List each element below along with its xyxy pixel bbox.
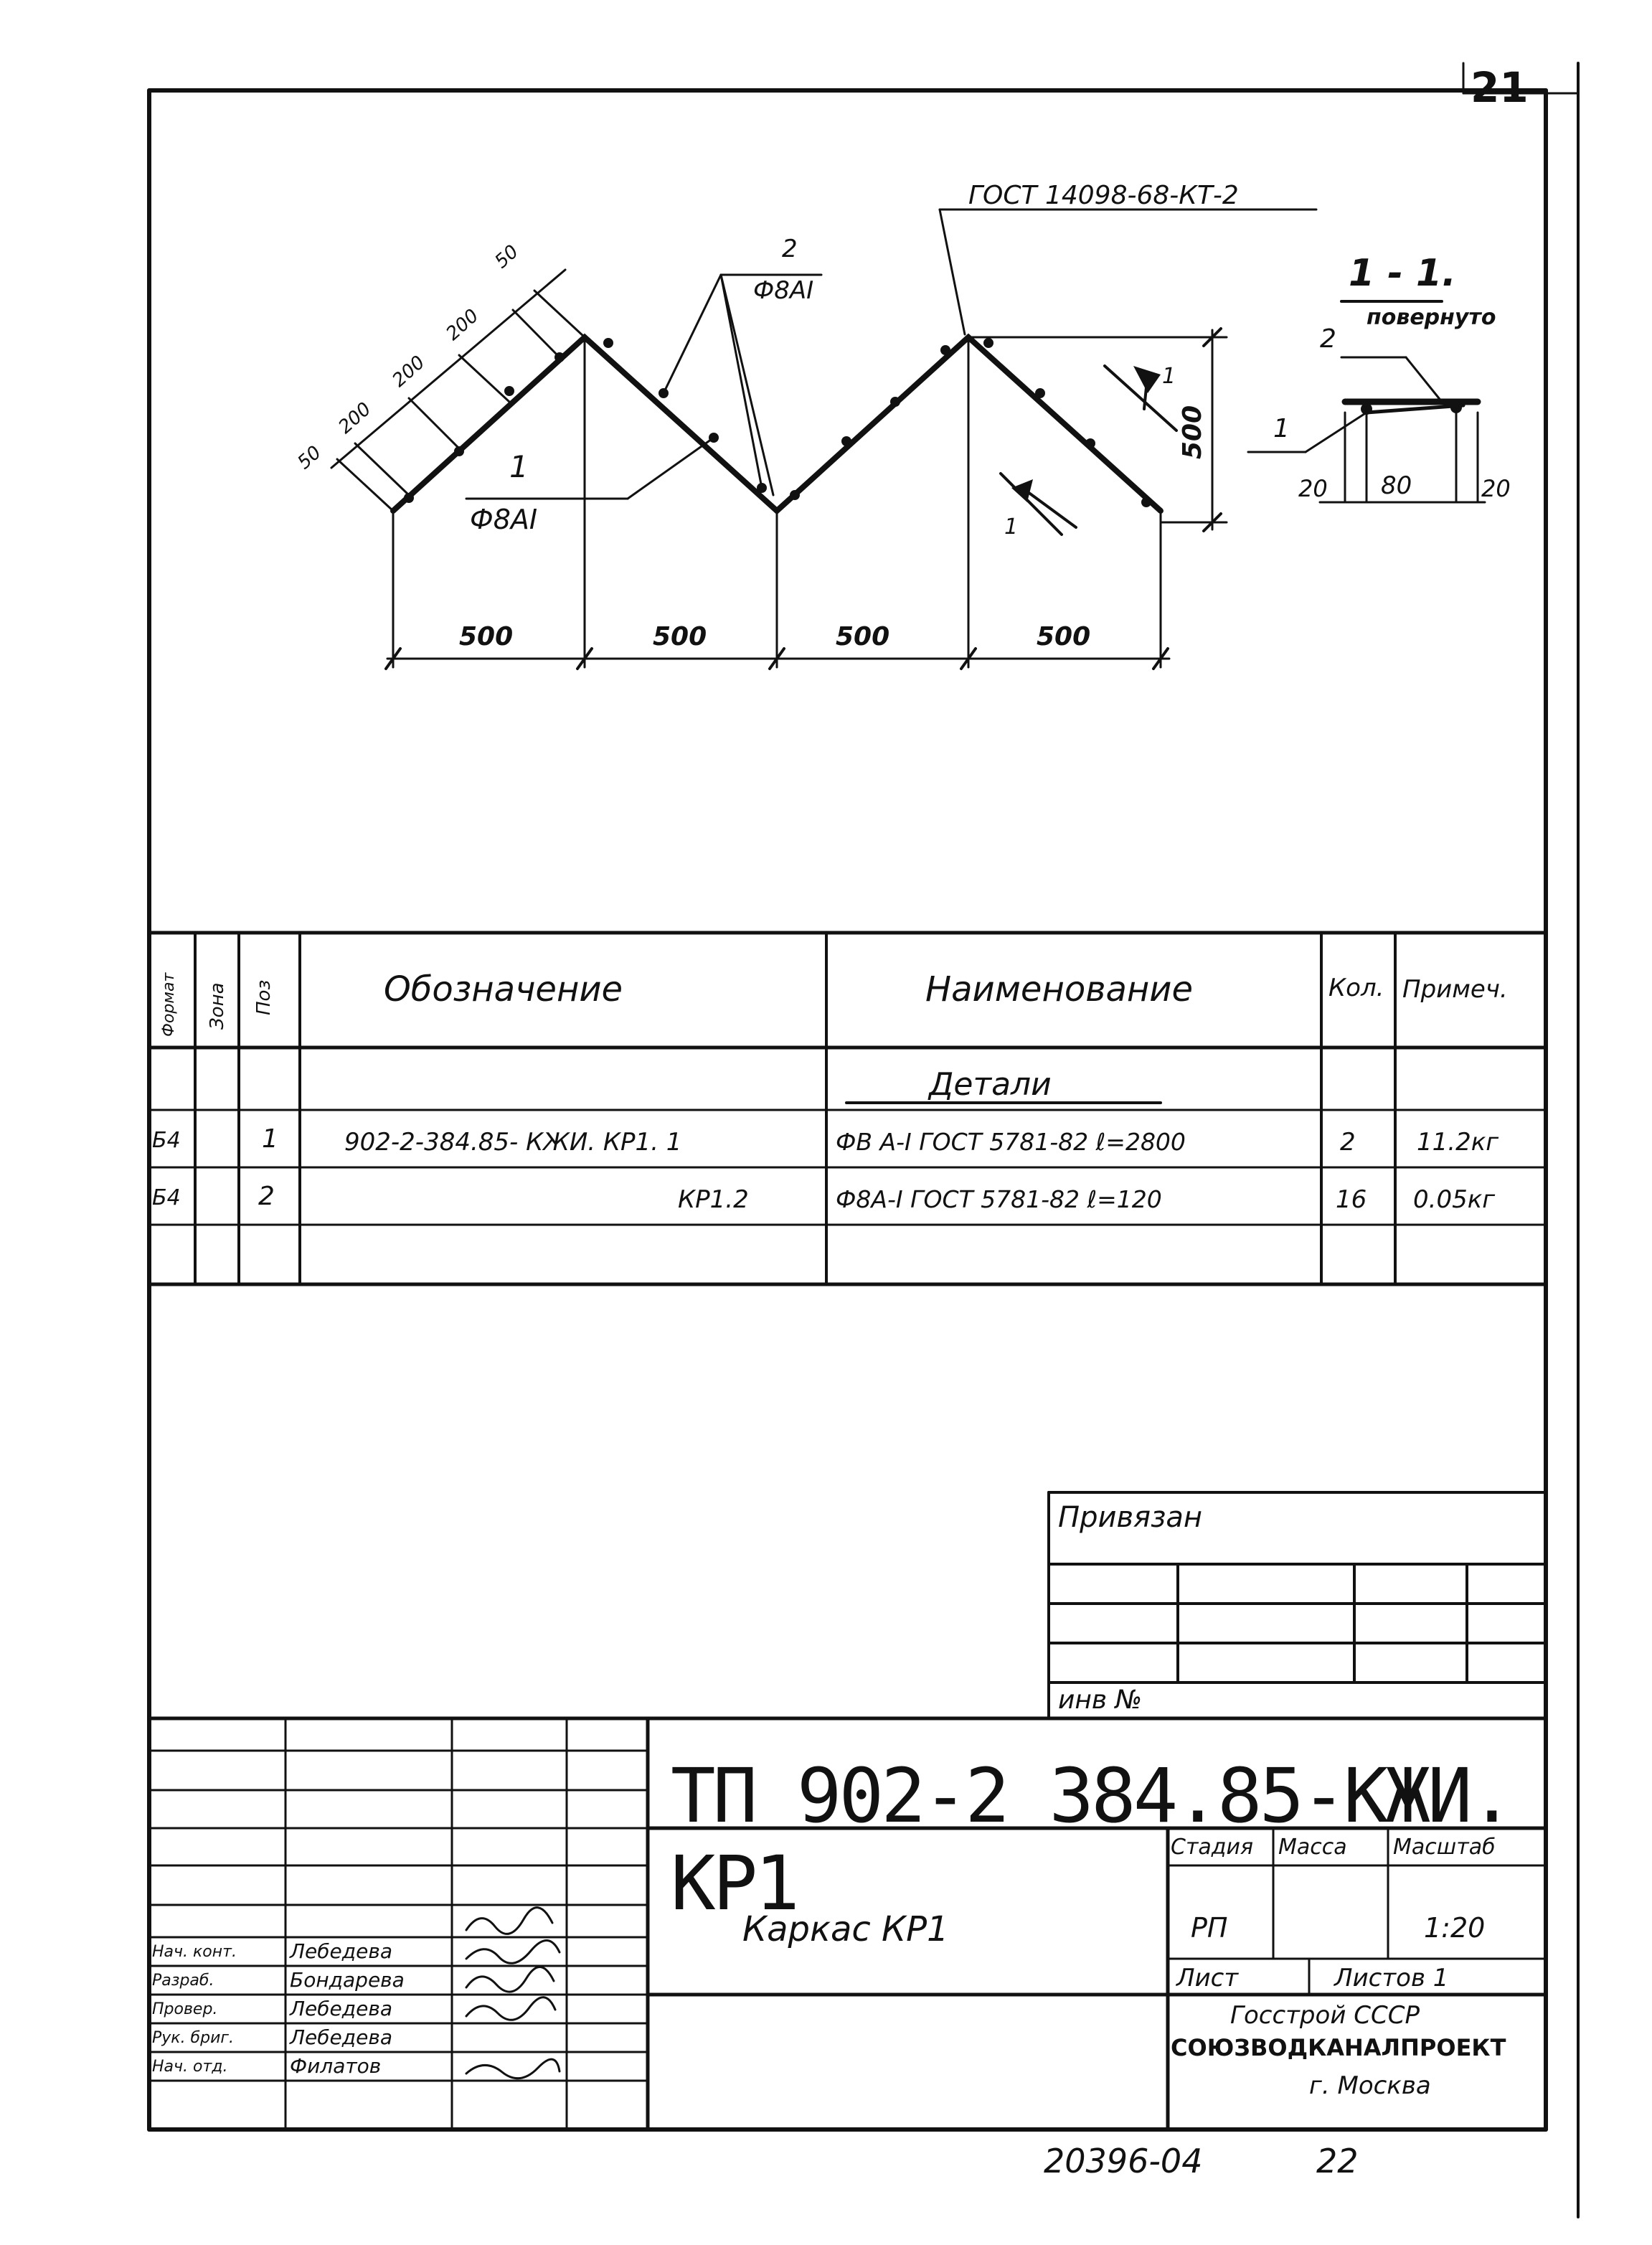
pos2-label: 2 xyxy=(782,235,798,263)
mass-header: Масса xyxy=(1278,1835,1347,1860)
spec-header-format: Формат xyxy=(160,972,178,1037)
spec-header-note: Примеч. xyxy=(1402,975,1508,1004)
footer-page-number: 22 xyxy=(1316,2142,1359,2180)
pos1-rebar: Ф8АI xyxy=(470,504,538,535)
cut-mark-upper: 1 xyxy=(1162,364,1176,389)
spec-row1-pos: 1 xyxy=(262,1124,278,1154)
spec-row1-note: 11.2кг xyxy=(1417,1128,1499,1157)
dim-bottom-3: 500 xyxy=(836,622,890,651)
sheet-number: 21 xyxy=(1471,63,1529,112)
cut-mark-lower: 1 xyxy=(1004,514,1019,540)
object-name: Каркас КР1 xyxy=(742,1909,949,1949)
dim-bottom-4: 500 xyxy=(1037,622,1091,651)
sheet-label: Лист xyxy=(1176,1964,1239,1992)
signer-name-2: Бондарева xyxy=(290,1968,405,1992)
stage-value: РП xyxy=(1191,1912,1228,1944)
spec-row1-name: ФВ А-I ГОСТ 5781-82 ℓ=2800 xyxy=(836,1128,1186,1156)
spec-row1-qty: 2 xyxy=(1340,1128,1356,1157)
spec-header-zone: Зона xyxy=(207,982,228,1030)
dim-slope-4: 200 xyxy=(442,305,483,345)
signer-name-3: Лебедева xyxy=(290,1997,393,2020)
section-pos2: 2 xyxy=(1320,324,1336,354)
signer-role-3: Провер. xyxy=(152,2000,218,2018)
signer-role-5: Нач. отд. xyxy=(152,2058,228,2076)
section-title: 1 - 1. xyxy=(1349,252,1456,295)
spec-header-pos: Поз xyxy=(253,979,275,1015)
signer-role-2: Разраб. xyxy=(152,1972,214,1990)
spec-row2-designation: КР1.2 xyxy=(678,1185,749,1214)
pos2-rebar: Ф8АI xyxy=(753,276,814,305)
spec-row1-format: Б4 xyxy=(152,1128,181,1153)
binding-inv: инв № xyxy=(1058,1685,1143,1715)
signer-role-4: Рук. бриг. xyxy=(152,2029,234,2047)
org-soyuzvodkanalproekt: СОЮЗВОДКАНАЛПРОЕКТ xyxy=(1171,2034,1506,2061)
scale-value: 1:20 xyxy=(1424,1912,1486,1944)
dim-height: 500 xyxy=(1178,405,1207,459)
dim-slope-3: 200 xyxy=(388,352,430,392)
dim-slope-2: 200 xyxy=(334,398,376,438)
binding-title: Привязан xyxy=(1058,1501,1203,1534)
document-code: ТП 902-2 384.85-КЖИ. КР1 xyxy=(671,1752,1512,1927)
spec-row2-note: 0.05кг xyxy=(1413,1185,1496,1214)
spec-row2-pos: 2 xyxy=(258,1182,275,1211)
spec-row2-format: Б4 xyxy=(152,1185,181,1210)
section-pos1: 1 xyxy=(1273,414,1290,443)
section-dim-2: 80 xyxy=(1381,471,1412,500)
stage-header: Стадия xyxy=(1171,1835,1254,1860)
weld-note: ГОСТ 14098-68-КТ-2 xyxy=(968,181,1239,210)
org-gosstroy: Госстрой СССР xyxy=(1230,2001,1420,2030)
sheets-label: Листов 1 xyxy=(1334,1964,1449,1992)
org-city: г. Москва xyxy=(1309,2071,1431,2100)
spec-header-designation: Обозначение xyxy=(384,969,623,1009)
dim-slope-1: 50 xyxy=(293,441,326,474)
spec-header-name: Наименование xyxy=(925,969,1194,1009)
spec-header-qty: Кол. xyxy=(1328,974,1384,1002)
signer-name-1: Лебедева xyxy=(290,1939,393,1963)
section-dim-1: 20 xyxy=(1298,475,1328,502)
signer-name-4: Лебедева xyxy=(290,2025,393,2049)
dim-slope-5: 50 xyxy=(491,240,523,273)
spec-group-title: Детали xyxy=(929,1066,1052,1103)
section-dim-3: 20 xyxy=(1481,475,1511,502)
section-subtitle: повернуто xyxy=(1367,305,1496,330)
pos1-label: 1 xyxy=(509,449,529,484)
footer-inventory-number: 20396-04 xyxy=(1044,2142,1203,2180)
spec-row2-name: Ф8А-I ГОСТ 5781-82 ℓ=120 xyxy=(836,1185,1162,1213)
spec-row1-designation: 902-2-384.85- КЖИ. КР1. 1 xyxy=(344,1128,682,1157)
spec-row2-qty: 16 xyxy=(1336,1185,1367,1214)
dim-bottom-1: 500 xyxy=(459,622,514,651)
scale-header: Масштаб xyxy=(1393,1835,1496,1860)
dim-bottom-2: 500 xyxy=(653,622,707,651)
signer-name-5: Филатов xyxy=(290,2054,382,2078)
signer-role-1: Нач. конт. xyxy=(152,1943,237,1961)
